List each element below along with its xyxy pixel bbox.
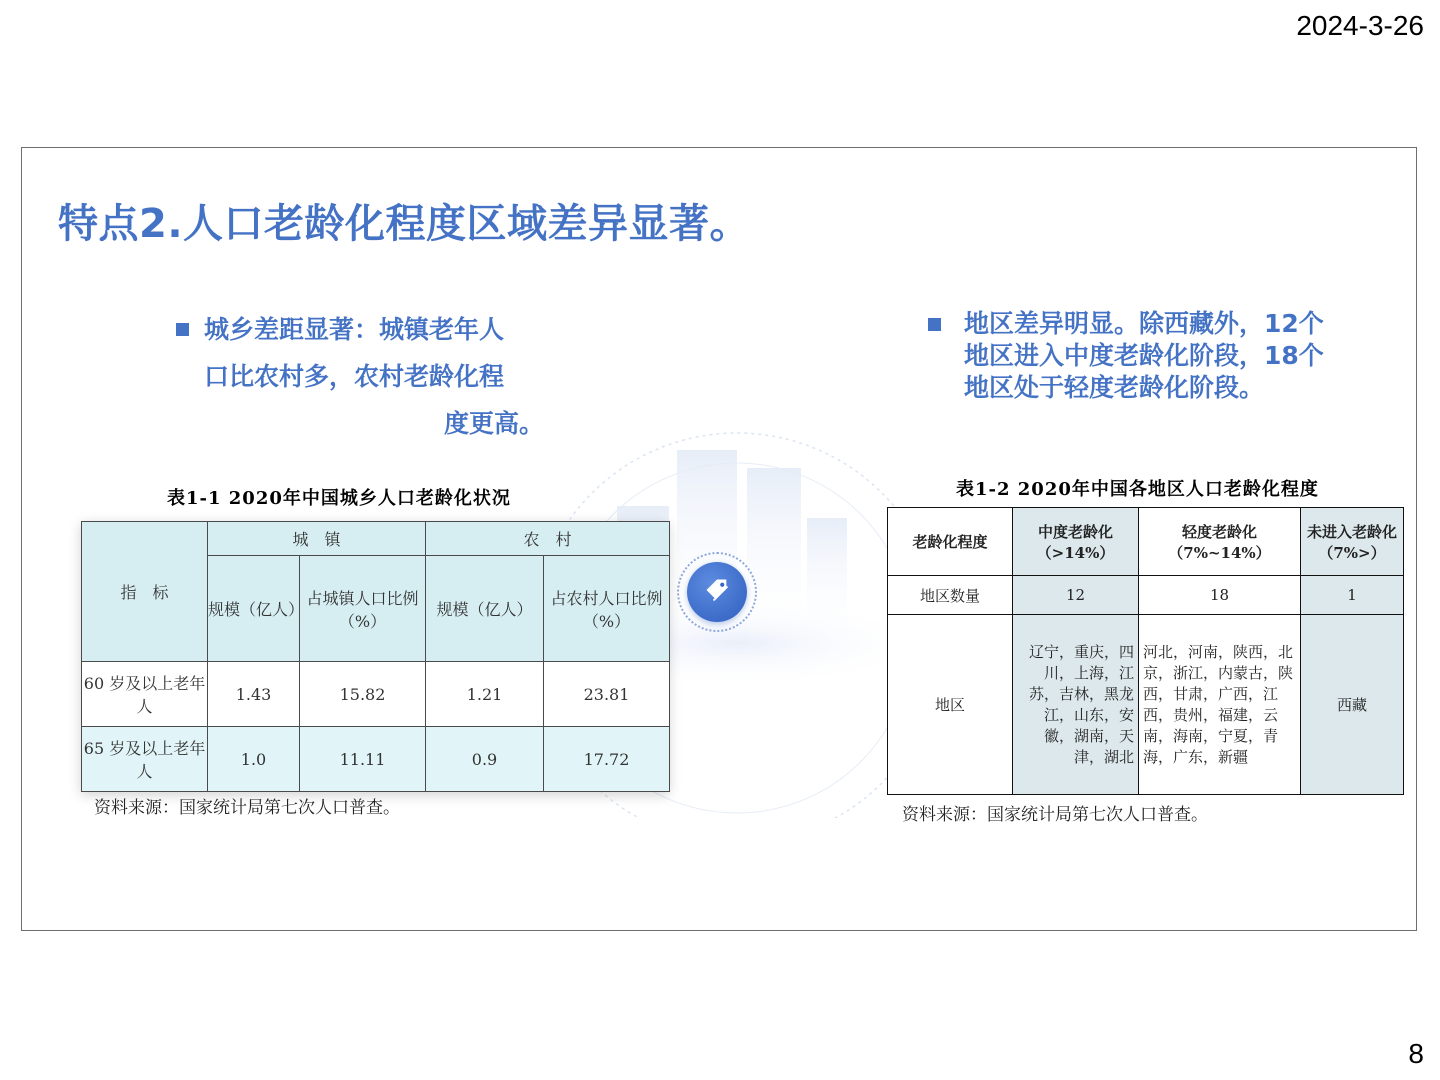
- table-cell: [1013, 615, 1139, 795]
- none-header: 未进入老龄化（7%>）: [1301, 508, 1404, 576]
- table-cell: 15.82: [300, 662, 426, 727]
- tag-badge: [677, 552, 757, 632]
- table-cell: 1.21: [426, 662, 544, 727]
- table-cell: 12: [1013, 576, 1139, 615]
- page-number: 8: [1408, 1038, 1424, 1069]
- indicator-header: 指 标: [82, 522, 208, 662]
- table-row: [82, 727, 670, 792]
- rural-size-header: 规模（亿人）: [426, 556, 544, 662]
- urban-rural-line-3: 度更高。: [443, 409, 544, 438]
- regional-aging-table: [887, 507, 1404, 795]
- table-cell: 17.72: [544, 727, 670, 792]
- table-cell: 23.81: [544, 662, 670, 727]
- urban-ratio-header: 占城镇人口比例（%）: [300, 556, 426, 662]
- table1-source: 资料来源：国家统计局第七次人口普查。: [94, 798, 400, 818]
- aging-level-header: 老龄化程度: [888, 508, 1013, 576]
- row-label: 65 岁及以上老年人: [82, 727, 208, 792]
- none-regions: 西藏: [1301, 615, 1404, 795]
- row-label: 地区: [888, 615, 1013, 795]
- rural-group-header: 农 村: [426, 522, 670, 556]
- table1-wrapper: [81, 521, 669, 792]
- table-cell: 11.11: [300, 727, 426, 792]
- urban-rural-line-2: 口比农村多，农村老龄化程: [204, 362, 505, 391]
- urban-rural-table: [81, 521, 670, 792]
- urban-rural-line-1: 城乡差距显著：城镇老年人: [204, 315, 505, 344]
- table1-caption: 表1-1 2020年中国城乡人口老龄化状况: [167, 488, 511, 509]
- bullet-square-icon: [928, 318, 941, 331]
- slide-frame: [21, 147, 1417, 931]
- urban-group-header: 城 镇: [208, 522, 426, 556]
- table-cell: 1: [1301, 576, 1404, 615]
- table2-source: 资料来源：国家统计局第七次人口普查。: [902, 805, 1208, 825]
- table-cell: 1.0: [208, 727, 300, 792]
- table-cell: 1.43: [208, 662, 300, 727]
- urban-size-header: 规模（亿人）: [208, 556, 300, 662]
- regional-point: [926, 308, 1326, 404]
- mild-header: 轻度老龄化（7%~14%）: [1139, 508, 1301, 576]
- bullet-square-icon: [176, 323, 189, 336]
- slide-date: 2024-3-26: [1296, 10, 1424, 41]
- table-cell: 0.9: [426, 727, 544, 792]
- table-row: [82, 662, 670, 727]
- moderate-header: 中度老龄化（>14%）: [1013, 508, 1139, 576]
- tag-icon: [703, 576, 731, 608]
- slide-title: 特点2.人口老龄化程度区域差异显著。: [58, 201, 751, 247]
- table2-caption: 表1-2 2020年中国各地区人口老龄化程度: [956, 479, 1319, 500]
- regional-point-text: 地区差异明显。除西藏外，12个地区进入中度老龄化阶段，18个地区处于轻度老龄化阶段。: [964, 309, 1324, 402]
- table-cell: 18: [1139, 576, 1301, 615]
- row-label: 地区数量: [888, 576, 1013, 615]
- moderate-regions: 辽宁，重庆，四川，上海，江苏，吉林，黑龙江，山东，安徽，湖南，天津，湖北: [1028, 642, 1134, 766]
- rural-ratio-header: 占农村人口比例（%）: [544, 556, 670, 662]
- table-row: [888, 615, 1404, 795]
- urban-rural-point: [172, 306, 552, 447]
- mild-regions: 河北，河南，陕西，北京，浙江，内蒙古，陕西，甘肃，广西，江西，贵州，福建，云南，海南，宁夏，青海，广东，新疆: [1143, 642, 1294, 766]
- table-row: [888, 576, 1404, 615]
- table-cell: [1139, 615, 1301, 795]
- row-label: 60 岁及以上老年人: [82, 662, 208, 727]
